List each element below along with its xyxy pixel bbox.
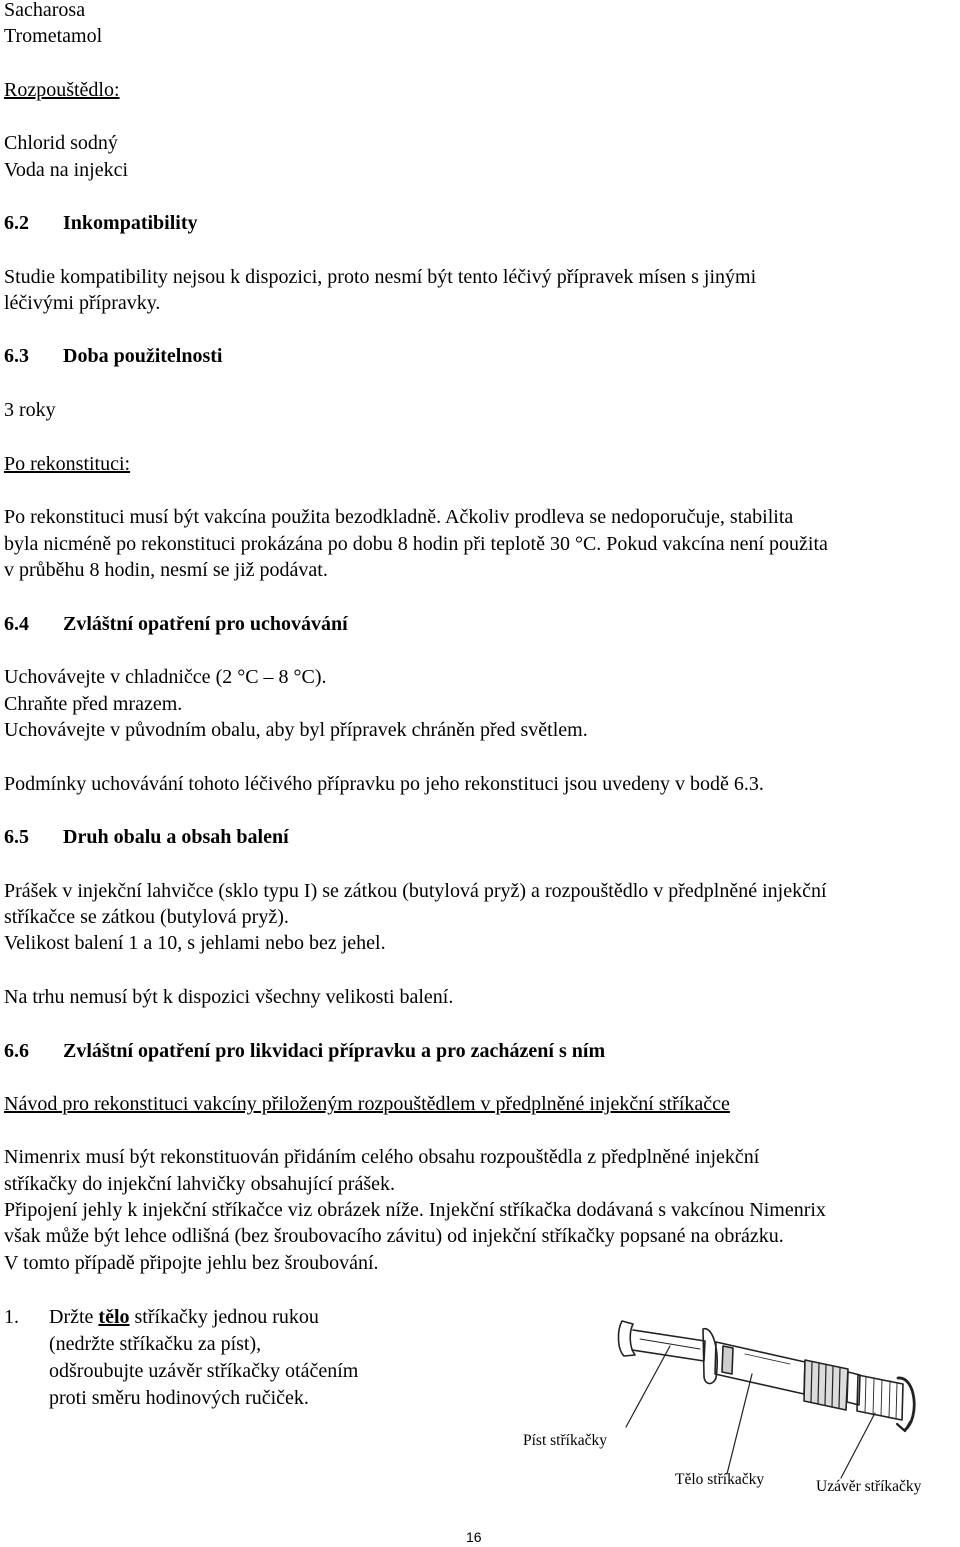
paragraph-line: Studie kompatibility nejsou k dispozici, proto nesmí být tento léčivý přípravek mísen s jinými <box>4 266 757 288</box>
label-plunger: Píst stříkačky <box>523 1432 607 1449</box>
section-title: Druh obalu a obsah balení <box>63 826 289 848</box>
excipient-trometamol: Trometamol <box>4 25 103 47</box>
paragraph-line: v průběhu 8 hodin, nesmí se již podávat. <box>4 559 328 581</box>
step-text-line: (nedržte stříkačku za píst), <box>49 1333 262 1355</box>
leader-plunger <box>626 1346 670 1427</box>
section-title: Zvláštní opatření pro likvidaci přípravku a pro zacházení s ním <box>63 1040 606 1062</box>
step-text-emphasis: tělo <box>98 1306 130 1328</box>
instructions-heading: Návod pro rekonstituci vakcíny přiloženým rozpouštědlem v předplněné injekční stříkačce <box>4 1093 730 1115</box>
cap-grip-lines <box>865 1377 897 1419</box>
rotation-arrow-head <box>897 1422 910 1431</box>
paragraph-line: Podmínky uchovávání tohoto léčivého přípravku po jeho rekonstituci jsou uvedeny v bodě 6.3. <box>4 773 764 795</box>
paragraph-line: byla nicméně po rekonstituci prokázána po dobu 8 hodin při teplotě 30 °C. Pokud vakcína není použita <box>4 533 828 555</box>
paragraph-line: Uchovávejte v chladničce (2 °C – 8 °C). <box>4 666 327 688</box>
paragraph-line: V tomto případě připojte jehlu bez šroubování. <box>4 1252 379 1274</box>
barrel-stopper <box>722 1346 733 1374</box>
excipient-sacharosa: Sacharosa <box>4 0 86 21</box>
solvent-sodium-chloride: Chlorid sodný <box>4 132 118 154</box>
step-number: 1. <box>4 1306 19 1328</box>
paragraph-line: Po rekonstituci musí být vakcína použita bezodkladně. Ačkoliv prodleva se nedoporučuje, stabilita <box>4 506 794 528</box>
rotation-arrow <box>898 1378 914 1430</box>
step-text-line: odšroubujte uzávěr stříkačky otáčením <box>49 1360 359 1382</box>
step-text-part: Držte <box>49 1306 99 1328</box>
section-number: 6.2 <box>4 212 29 234</box>
section-number: 6.4 <box>4 613 29 635</box>
paragraph-line: Chraňte před mrazem. <box>4 693 183 715</box>
paragraph-line: stříkačky do injekční lahvičky obsahující prášek. <box>4 1173 396 1195</box>
leader-body <box>727 1374 752 1474</box>
paragraph-line: Prášek v injekční lahvičce (sklo typu I) se zátkou (butylová pryž) a rozpouštědlo v předplněné injekční <box>4 880 827 902</box>
paragraph-line: Připojení jehly k injekční stříkačce viz obrázek níže. Injekční stříkačka dodávaná s vakcínou Nimenrix <box>4 1199 826 1221</box>
paragraph-line: Nimenrix musí být rekonstituován přidáním celého obsahu rozpouštědla z předplněné injekční <box>4 1146 760 1168</box>
section-number: 6.3 <box>4 345 29 367</box>
plunger-rod <box>632 1330 705 1361</box>
paragraph-line: však může být lehce odlišná (bez šroubovacího závitu) od injekční stříkačky popsané na obrázku. <box>4 1225 784 1247</box>
section-title: Doba použitelnosti <box>63 345 223 367</box>
step-text-part: stříkačky jednou rukou <box>129 1306 319 1328</box>
page-number: 16 <box>466 1529 482 1545</box>
solvent-heading: Rozpouštědlo: <box>4 79 120 101</box>
label-cap: Uzávěr stříkačky <box>816 1478 922 1495</box>
paragraph-line: Velikost balení 1 a 10, s jehlami nebo bez jehel. <box>4 932 386 954</box>
label-body: Tělo stříkačky <box>675 1471 765 1488</box>
section-number: 6.6 <box>4 1040 29 1062</box>
subheading-reconstitution: Po rekonstituci: <box>4 453 131 475</box>
paragraph-line: stříkačce se zátkou (butylová pryž). <box>4 906 289 928</box>
paragraph-line: Na trhu nemusí být k dispozici všechny velikosti balení. <box>4 986 454 1008</box>
paragraph-line: léčivými přípravky. <box>4 292 161 314</box>
shelf-life-value: 3 roky <box>4 399 56 421</box>
leader-cap <box>841 1413 875 1478</box>
solvent-water: Voda na injekci <box>4 159 129 181</box>
plunger-rib <box>640 1339 700 1349</box>
paragraph-line: Uchovávejte v původním obalu, aby byl přípravek chráněn před světlem. <box>4 719 588 741</box>
step-text-line: proti směru hodinových ručiček. <box>49 1387 309 1409</box>
barrel-graduation <box>745 1354 790 1364</box>
section-title: Zvláštní opatření pro uchovávání <box>63 613 348 635</box>
section-number: 6.5 <box>4 826 29 848</box>
section-title: Inkompatibility <box>63 212 198 234</box>
